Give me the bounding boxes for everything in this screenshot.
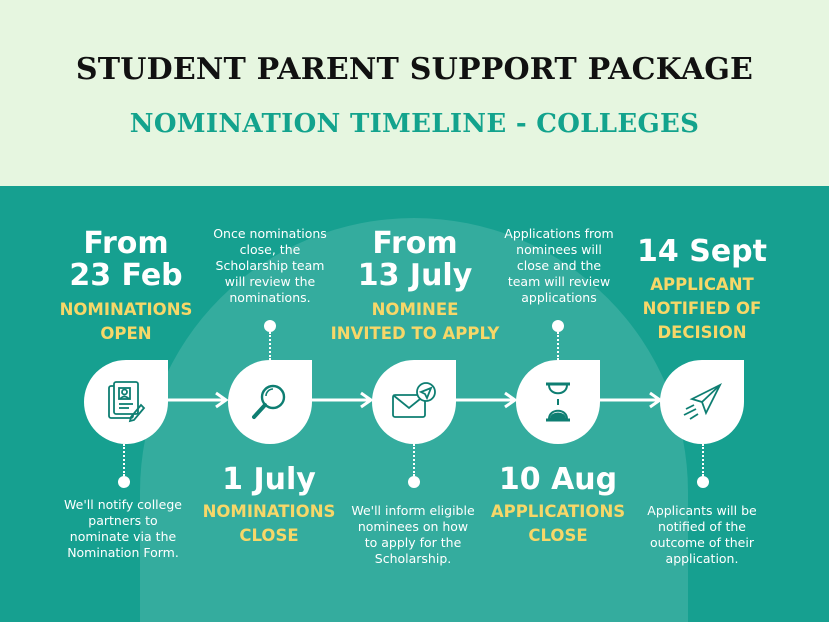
step1-bottom-stem [123, 444, 125, 476]
step4-description: Applications from nominees will close and the team will review applications [504, 226, 614, 305]
step1-node [84, 360, 168, 444]
step2-node [228, 360, 312, 444]
envelope-send-icon [388, 377, 440, 427]
step5-bottom-dot [697, 476, 709, 488]
step5-bottom-stem [702, 444, 704, 476]
arrow-1-2-icon [166, 390, 232, 410]
step2-date: 1 July [222, 462, 316, 497]
step1-date: From 23 Feb [69, 226, 183, 293]
paper-plane-icon [678, 379, 726, 425]
form-icon [101, 377, 151, 427]
step4-node [516, 360, 600, 444]
step1-bottom-dot [118, 476, 130, 488]
step5-description: Applicants will be notified of the outcome of their application. [647, 503, 757, 566]
step2-description: Once nominations close, the Scholarship team will review the nominations. [213, 226, 327, 305]
hourglass-icon [538, 379, 578, 425]
step4-top-stem [557, 332, 559, 360]
step3-bottom-stem [413, 444, 415, 476]
arrow-3-4-icon [455, 390, 521, 410]
step2-event: NOMINATIONS CLOSE [202, 502, 336, 545]
page-subtitle: NOMINATION TIMELINE - COLLEGES [129, 109, 700, 139]
step4-event: APPLICATIONS CLOSE [490, 502, 626, 545]
step3-event: NOMINEE INVITED TO APPLY [330, 300, 500, 343]
step5-node [660, 360, 744, 444]
step5-event: APPLICANT NOTIFIED OF DECISION [642, 275, 762, 342]
step3-bottom-dot [408, 476, 420, 488]
magnifier-icon [247, 379, 293, 425]
step3-date: From 13 July [357, 226, 473, 293]
step3-description: We'll inform eligible nominees on how to apply for the Scholarship. [351, 503, 475, 566]
step4-top-dot [552, 320, 564, 332]
step2-top-dot [264, 320, 276, 332]
step1-description: We'll notify college partners to nominate via the Nomination Form. [64, 497, 182, 560]
step4-date: 10 Aug [498, 462, 618, 497]
step3-node [372, 360, 456, 444]
page-title: STUDENT PARENT SUPPORT PACKAGE [75, 52, 754, 87]
step5-date: 14 Sept [637, 234, 767, 269]
header-banner [0, 0, 829, 186]
arrow-4-5-icon [600, 390, 666, 410]
step1-event: NOMINATIONS OPEN [59, 300, 193, 343]
step2-top-stem [269, 332, 271, 360]
arrow-2-3-icon [311, 390, 377, 410]
